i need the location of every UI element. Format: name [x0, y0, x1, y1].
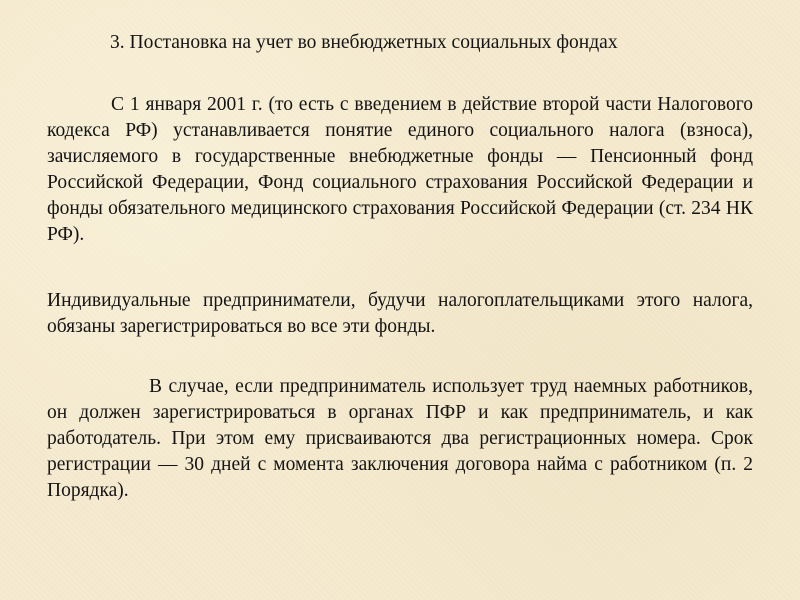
paragraph-employer-registration: В случае, если предприниматель использует труд наемных работников, он должен зарегистрироваться в органах ПФР и как предприниматель, и как работодатель. При этом ему присваиваются два регистрационных номера. Срок регистрации — 30 дней с момента заключения договора найма с работником (п. 2 Порядка).: [47, 376, 753, 501]
slide-title: 3. Постановка на учет во внебюджетных социальных фондах: [110, 32, 618, 53]
paragraph-entrepreneurs-registration: Индивидуальные предприниматели, будучи налогоплательщиками этого налога, обязаны зарегистрироваться во все эти фонды.: [47, 290, 753, 337]
paragraph-unified-social-tax: С 1 января 2001 г. (то есть с введением в действие второй части Налогового кодекса РФ) устанавливается понятие единого социального налога (взноса), зачисляемого в государственные внебюджетные фонды — Пенсионный фонд Российской Федерации, Фонд социального страхования Российской Федерации и фонды обязательного медицинского страхования Российской Федерации (ст. 234 НК РФ).: [47, 94, 753, 245]
